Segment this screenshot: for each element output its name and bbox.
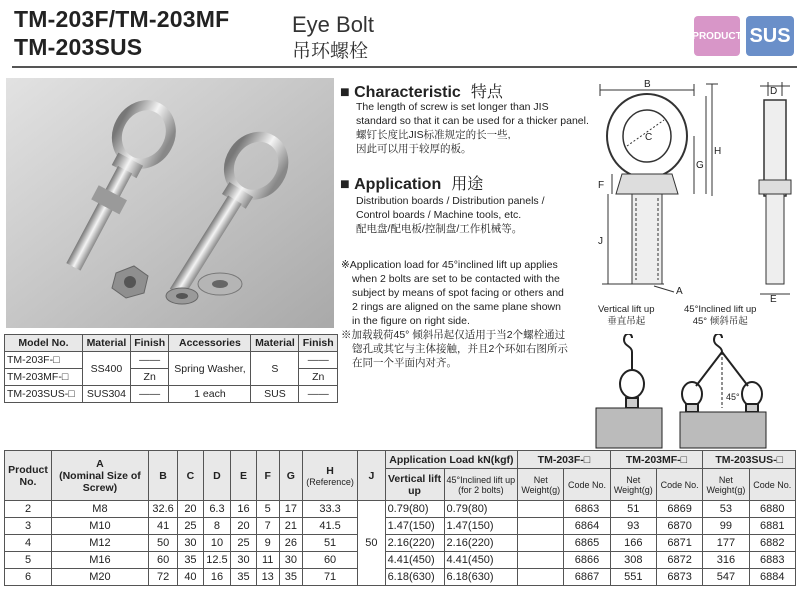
angle-label: 45°	[726, 392, 740, 402]
dimension-table: Product No. A (Nominal Size of Screw) B C D E F G H (Reference) J Application Load kN(kgf) TM-203F-□ TM-203MF-□ TM-203SUS-□ Vertical lift up 45°Inclined lift up (for 2 bolts) Net Weight(g) Code No. Net Weight(g) Code No. Net Weight(g) Code No. 2 M8 32.6 20 6.3 16 5 17 33.3 50 0.79(80) 0.79(80) 6863 51 6869 53 6880 3 M10 41 25 8 20 7 21 41.5 1.47(150) 1.47(150) 6864 93 6870 99 6881 4 M12 50 30 10 25 9 26 51 2.16(220) 2.16(220) 6865 166 6871 177 6882 5 M16 60 35 12.5 30 11 30 60 4.41(450) 4.41(450) 6866 308 6872 316 6883 6 M20 72 40 16 35 13 35 71 6.18(630) 6.18(630) 6867 551 6873 547 6884	[4, 450, 796, 586]
application-heading: ■ Application 用途	[340, 176, 484, 193]
vertical-lift-caption: Vertical lift up 垂直吊起	[598, 304, 655, 327]
application-text: Distribution boards / Distribution panels / Control boards / Machine tools, etc. 配电盘/配电板/控制盘/工作机械等。	[356, 195, 545, 235]
inclined-lift-caption: 45°Inclined lift up 45° 倾斜吊起	[684, 304, 757, 327]
title-line2: TM-203SUS	[14, 34, 143, 60]
lift-diagram	[594, 334, 794, 452]
dim-f-label: F	[598, 180, 605, 191]
table-row: 4 M12 50 30 10 25 9 26 51 2.16(220) 2.16(220) 6865 166 6871 177 6882	[5, 535, 796, 552]
dim-d-label: D	[770, 86, 778, 97]
product-badge: PRODUCT	[694, 16, 740, 56]
table-row: 6 M20 72 40 16 35 13 35 71 6.18(630) 6.18(630) 6867 551 6873 547 6884	[5, 569, 796, 586]
dim-h-label: H	[714, 146, 722, 157]
eye-bolt-drawing	[594, 76, 794, 302]
dim-g-label: G	[696, 160, 704, 171]
characteristic-text: The length of screw is set longer than JIS standard so that it can be used for a thicker panel. 螺钉长度比JIS标准规定的长一些, 因此可以用于较厚的板。	[356, 101, 589, 155]
title-line1: TM-203F/TM-203MF	[14, 6, 230, 32]
table-row: 2 M8 32.6 20 6.3 16 5 17 33.3 50 0.79(80) 0.79(80) 6863 51 6869 53 6880	[5, 501, 796, 518]
dim-a-label: A	[676, 286, 683, 297]
dim-c-label: C	[645, 132, 653, 143]
dim-j-label: J	[598, 236, 603, 247]
dim-b-label: B	[644, 79, 651, 90]
eye-bolt-photo-icon	[6, 78, 334, 328]
load-note: ※Application load for 45°inclined lift up applies when 2 bolts are set to be contacted with the subject by means of spot facing or others and 2 rings are aligned on the same plane shown in the figure on right side. ※加载载荷45° 倾斜吊起仅适用于当2个螺栓通过 锪孔或其它与主体接触，并且2个环如右图所示 在同一个平面内对齐。	[341, 259, 568, 369]
dim-e-label: E	[770, 294, 777, 302]
sus-badge: SUS	[746, 16, 794, 56]
product-photo	[6, 78, 334, 328]
material-table: Model No. Material Finish Accessories Material Finish TM-203F-□ SS400 —— Spring Washer, S —— TM-203MF-□ Zn Zn TM-203SUS-□ SUS304 —— 1 each SUS ——	[4, 334, 338, 403]
table-row: 3 M10 41 25 8 20 7 21 41.5 1.47(150) 1.47(150) 6864 93 6870 99 6881	[5, 518, 796, 535]
subtitle-cn: 吊环螺栓	[292, 41, 369, 62]
table-row: 5 M16 60 35 12.5 30 11 30 60 4.41(450) 4.41(450) 6866 308 6872 316 6883	[5, 552, 796, 569]
subtitle-en: Eye Bolt	[292, 12, 374, 37]
header-divider	[12, 66, 797, 68]
characteristic-heading: ■ Characteristic 特点	[340, 84, 503, 101]
